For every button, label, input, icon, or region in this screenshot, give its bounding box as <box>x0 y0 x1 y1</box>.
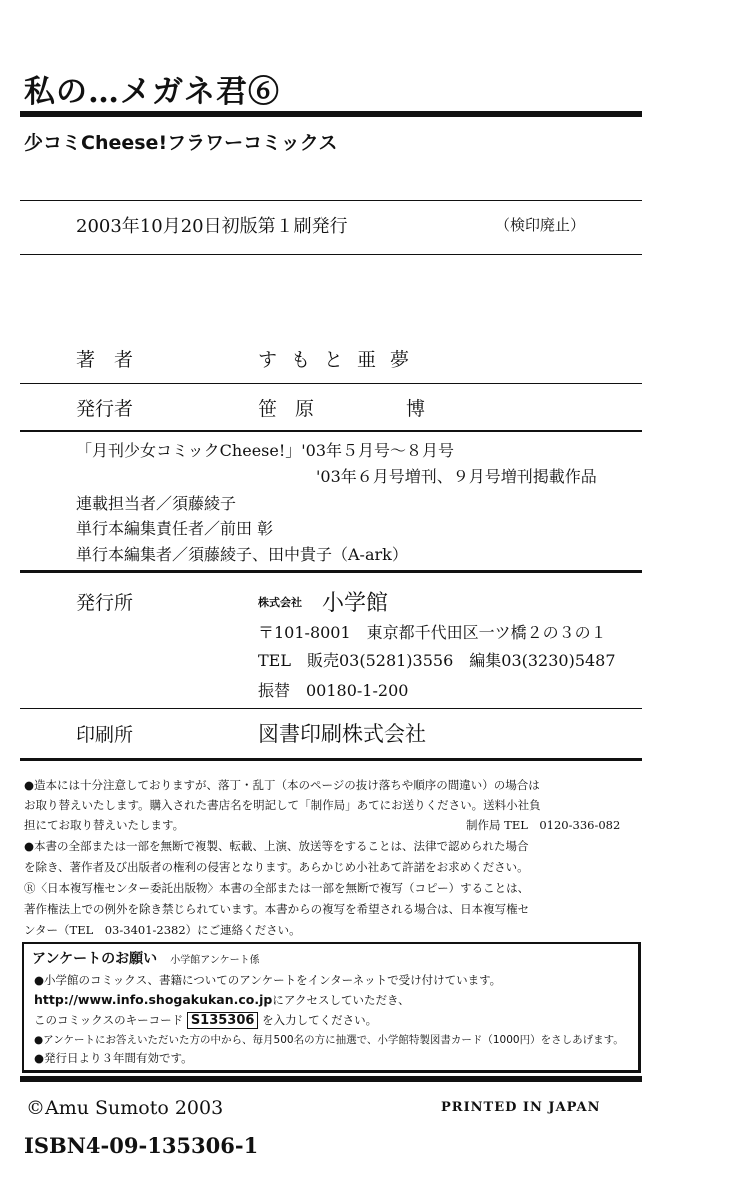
publisher-name: 小学館 <box>322 591 389 616</box>
seal-note: （検印廃止） <box>495 216 586 234</box>
printer-name: 図書印刷株式会社 <box>258 722 426 746</box>
title-rule <box>20 111 642 117</box>
survey-line: ●発行日より３年間有効です。 <box>34 1051 193 1065</box>
serialization-line-2: '03年６月号増刊、９月号増刊掲載作品 <box>316 467 597 486</box>
chief-editor: 単行本編集責任者／前田 彰 <box>76 519 274 538</box>
serialization-rule <box>20 570 642 573</box>
survey-heading-sub: 小学館アンケート係 <box>170 955 260 966</box>
survey-keycode-line <box>34 1012 377 1029</box>
copyright: ©Amu Sumoto 2003 <box>26 1097 224 1119</box>
survey-keycode-suffix: を入力してください。 <box>262 1013 378 1027</box>
publisher-corp-prefix: 株式会社 <box>258 596 302 609</box>
survey-url-link[interactable]: http://www.info.shogakukan.co.jp <box>34 992 273 1007</box>
publisher-tel: TEL 販売03(5281)3556 編集03(3230)5487 <box>258 651 616 670</box>
series-name: 少コミCheese!フラワーコミックス <box>24 132 338 154</box>
printed-in-japan: PRINTED IN JAPAN <box>441 1100 601 1115</box>
publisher-person-name: 笹原 博 <box>258 398 444 420</box>
publisher-address: 〒101-8001 東京都千代田区一ツ橋２の３の１ <box>258 623 607 642</box>
publication-date: 2003年10月20日初版第１刷発行 <box>76 216 348 237</box>
editor-in-charge: 連載担当者／須藤綾子 <box>76 494 237 513</box>
publisher-label: 発行所 <box>76 592 134 614</box>
publisher-rule <box>20 708 642 709</box>
survey-heading <box>32 948 260 968</box>
notice-line: ●本書の全部または一部を無断で複製、転載、上演、放送等をすることは、法律で認められた場合 <box>24 839 529 853</box>
survey-line: ●アンケートにお答えいただいた方の中から、毎月500名の方に抽選で、小学館特製図書カード（1000円）をさしあげます。 <box>34 1034 624 1046</box>
survey-heading-title: アンケートのお願い <box>32 951 158 967</box>
serialization-line-1: 「月刊少女コミックCheese!」'03年５月号～８月号 <box>76 441 455 460</box>
notice-line: Ⓡ〈日本複写権センター委託出版物〉本書の全部または一部を無断で複写（コピー）することは、 <box>24 881 530 895</box>
notice-line: 担にてお取り替えいたします。 <box>24 818 185 832</box>
notice-line: お取り替えいたします。購入された書店名を明記して「制作局」あてにお送りください。送料小社負 <box>24 798 541 812</box>
notice-contact: 制作局 TEL 0120-336-082 <box>466 818 621 832</box>
author-label: 著 者 <box>76 349 134 371</box>
survey-box <box>22 942 641 1073</box>
date-top-rule <box>20 200 642 201</box>
editors: 単行本編集者／須藤綾子、田中貴子（A-ark） <box>76 545 408 564</box>
isbn: ISBN4-09-135306-1 <box>24 1133 259 1158</box>
notice-line: を除き、著作者及び出版者の権利の侵害となります。あらかじめ小社あて許諾をお求めください。 <box>24 860 529 874</box>
printer-label: 印刷所 <box>76 724 134 746</box>
survey-line: ●小学館のコミックス、書籍についてのアンケートをインターネットで受け付けています。 <box>34 973 502 987</box>
credits-rule <box>20 430 642 432</box>
publisher-transfer: 振替 00180-1-200 <box>258 681 409 700</box>
footer-rule <box>20 1076 642 1082</box>
book-title: 私の…メガネ君⑥ <box>24 74 280 110</box>
notice-line: ●造本には十分注意しておりますが、落丁・乱丁（本のページの抜け落ちや順序の間違い）の場合は <box>24 778 540 792</box>
author-name: すもと亜夢 <box>258 349 424 371</box>
date-bottom-rule <box>20 254 642 255</box>
printer-rule <box>20 758 642 761</box>
survey-url-suffix: にアクセスしていただき、 <box>272 993 410 1007</box>
survey-url-line <box>34 992 410 1008</box>
notice-line: ンター（TEL 03-3401-2382）にご連絡ください。 <box>24 923 301 937</box>
survey-keycode-prefix: このコミックスのキーコード <box>34 1013 184 1027</box>
publisher-person-label: 発行者 <box>76 398 134 420</box>
notice-line: 著作権法上での例外を除き禁じられています。本書からの複写を希望される場合は、日本複写権セ <box>24 902 530 916</box>
author-rule <box>20 383 642 384</box>
survey-keycode: S135306 <box>187 1012 259 1029</box>
